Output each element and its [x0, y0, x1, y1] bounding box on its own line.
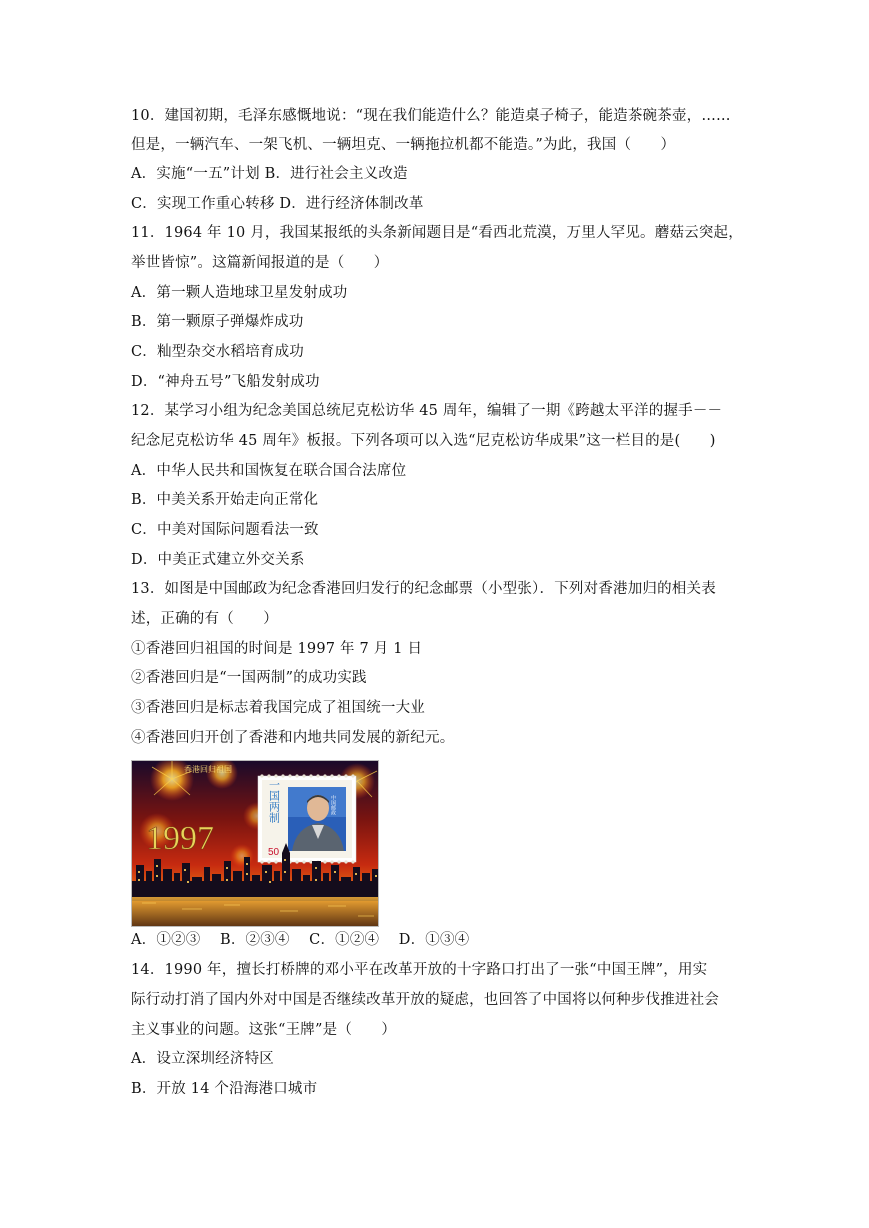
q10-options-cd: C．实现工作重心转移 D．进行经济体制改革: [131, 196, 424, 212]
q10-stem-line1: 10．建国初期，毛泽东感慨地说：“现在我们能造什么？能造桌子椅子，能造茶碗茶壶，……: [131, 108, 731, 124]
q14-option-a: A．设立深圳经济特区: [131, 1051, 274, 1067]
q12-stem-line1: 12．某学习小组为纪念美国总统尼克松访华 45 周年，编辑了一期《跨越太平洋的握手－－: [131, 403, 723, 419]
q12-option-a: A．中华人民共和国恢复在联合国合法席位: [131, 463, 407, 479]
q13-stem-line2: 述，正确的有（ ）: [131, 611, 278, 627]
q12-option-c: C．中美对国际问题看法一致: [131, 522, 319, 538]
q11-stem-line1: 11．1964 年 10 月，我国某报纸的头条新闻题目是“看西北荒漠，万里人罕见。蘑菇云突起，: [131, 225, 743, 241]
q13-statement-2: ②香港回归是“一国两制”的成功实践: [131, 670, 367, 686]
q13-statement-3: ③香港回归是标志着我国完成了祖国统一大业: [131, 700, 425, 716]
year-1997-text: 1997: [146, 820, 214, 857]
harbor-water: [132, 897, 379, 927]
inner-stamp: [258, 774, 356, 863]
q12-stem-line2: 纪念尼克松访华 45 周年》板报。下列各项可以入选“尼克松访华成果”这一栏目的是( ): [131, 433, 716, 449]
q14-option-b: B．开放 14 个沿海港口城市: [131, 1081, 318, 1097]
q11-option-d: D．“神舟五号”飞船发射成功: [131, 374, 320, 390]
q11-option-c: C．籼型杂交水稻培育成功: [131, 344, 304, 360]
q11-option-b: B．第一颗原子弹爆炸成功: [131, 314, 304, 330]
q10-options-ab: A．实施“一五”计划 B．进行社会主义改造: [131, 166, 408, 182]
calligraphy-text: 一国两制: [267, 779, 281, 823]
hong-kong-return-stamp-image: [131, 760, 379, 927]
stamp-country-text: 中国邮政: [330, 795, 336, 815]
q13-statement-4: ④香港回归开创了香港和内地共同发展的新纪元。: [131, 730, 455, 746]
q13-options: A．①②③ B．②③④ C．①②④ D．①③④: [131, 932, 470, 948]
q11-stem-line2: 举世皆惊”。这篇新闻报道的是（ ）: [131, 255, 389, 271]
q14-stem-line2: 际行动打消了国内外对中国是否继续改革开放的疑虑，也回答了中国将以何种步伐推进社会: [131, 992, 719, 1008]
q12-option-d: D．中美正式建立外交关系: [131, 552, 305, 568]
q12-option-b: B．中美关系开始走向正常化: [131, 492, 319, 508]
q11-option-a: A．第一颗人造地球卫星发射成功: [131, 285, 348, 301]
q14-stem-line1: 14．1990 年，擅长打桥牌的邓小平在改革开放的十字路口打出了一张“中国王牌”，用实: [131, 962, 708, 978]
q13-statement-1: ①香港回归祖国的时间是 1997 年 7 月 1 日: [131, 641, 423, 657]
q13-stem-line1: 13．如图是中国邮政为纪念香港回归发行的纪念邮票（小型张）．下列对香港加归的相关表: [131, 581, 716, 597]
q10-stem-line2: 但是，一辆汽车、一架飞机、一辆坦克、一辆拖拉机都不能造。”为此，我国（ ）: [131, 137, 676, 153]
stamp-value-text: 50: [268, 847, 280, 858]
q14-stem-line3: 主义事业的问题。这张“王牌”是（ ）: [131, 1022, 397, 1038]
sheet-title: 香港回归祖国: [184, 765, 232, 774]
